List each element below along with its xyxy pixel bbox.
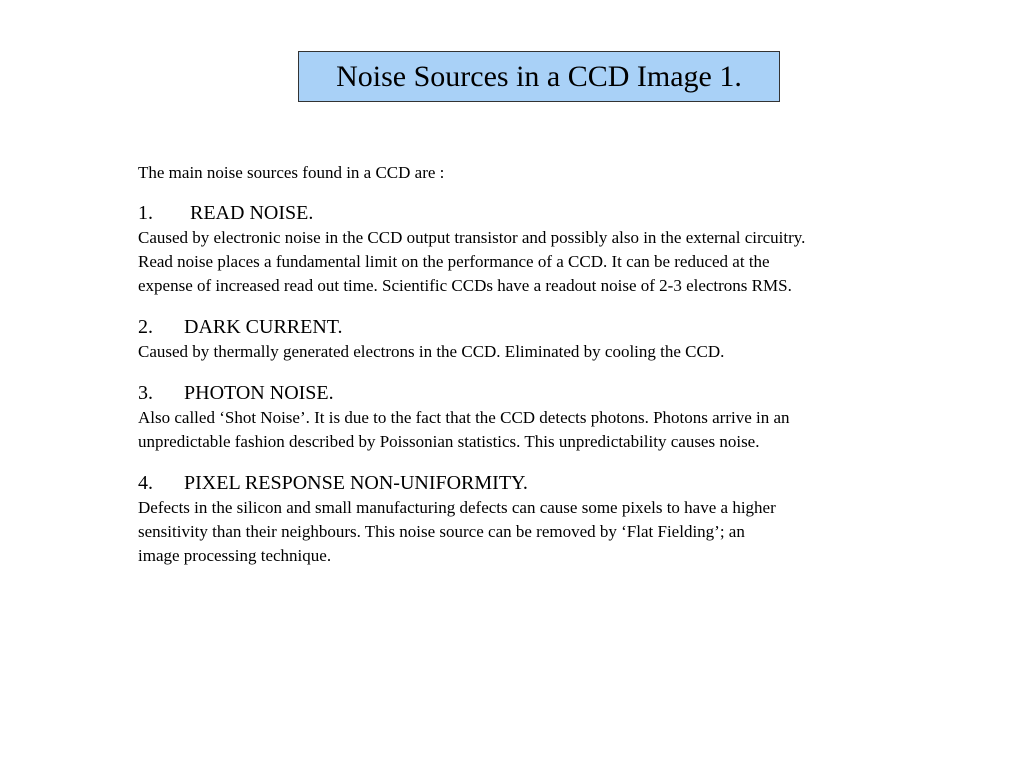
section-heading [138, 314, 938, 340]
section-number: 2. [138, 316, 153, 338]
page-title: Noise Sources in a CCD Image 1. [336, 59, 742, 93]
section-pixel-response [138, 470, 938, 568]
section-body: Caused by electronic noise in the CCD output transistor and possibly also in the external circuitry. Read noise places a fundamental limit on the performance of a CCD. It can be reduced at the expense of increased read out time. Scientific CCDs have a readout noise of 2-3 electrons RMS. [138, 228, 806, 295]
section-title-period: . [308, 202, 314, 224]
section-heading [138, 470, 938, 496]
section-number: 4. [138, 472, 153, 494]
section-title-period: . [328, 382, 334, 404]
section-number: 1. [138, 202, 153, 224]
title-box [298, 51, 780, 102]
intro-text: The main noise sources found in a CCD are : [138, 163, 445, 182]
section-read-noise [138, 200, 938, 298]
section-body: Caused by thermally generated electrons in the CCD. Eliminated by cooling the CCD. [138, 342, 725, 361]
section-heading [138, 200, 938, 226]
section-title: DARK CURRENT [184, 316, 338, 338]
section-heading [138, 380, 938, 406]
section-number: 3. [138, 382, 153, 404]
section-title-period: . [522, 472, 528, 494]
section-title: PHOTON NOISE [184, 382, 329, 404]
section-title: READ NOISE [190, 202, 309, 224]
section-title: PIXEL RESPONSE NON-UNIFORMITY [184, 472, 523, 494]
section-dark-current [138, 314, 938, 364]
section-photon-noise [138, 380, 938, 454]
slide-content [138, 162, 938, 568]
section-body: Defects in the silicon and small manufacturing defects can cause some pixels to have a higher sensitivity than their neighbours. This noise source can be removed by ‘Flat Fielding’; an image processing technique. [138, 498, 776, 565]
section-body: Also called ‘Shot Noise’. It is due to the fact that the CCD detects photons. Photons arrive in an unpredictable fashion described by Poissonian statistics. This unpredictability causes noise. [138, 408, 790, 451]
section-title-period: . [337, 316, 343, 338]
